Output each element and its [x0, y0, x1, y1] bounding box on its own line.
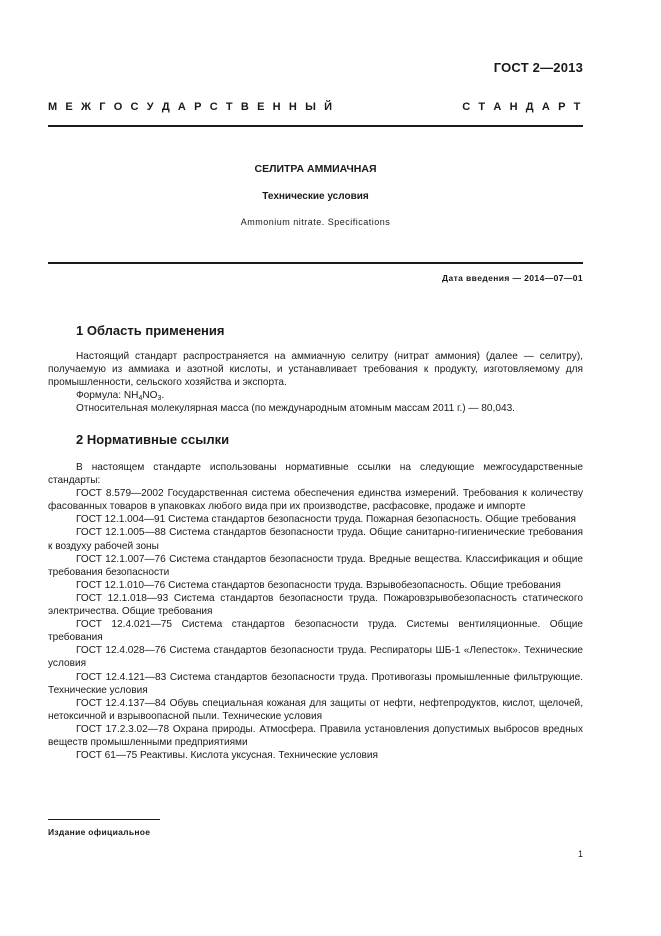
footer-rule: [48, 819, 160, 820]
document-title-english: Ammonium nitrate. Specifications: [240, 217, 391, 227]
standard-type-word-2: С Т А Н Д А Р Т: [462, 101, 583, 113]
reference-item: ГОСТ 12.1.010—76 Система стандартов безопасности труда. Взрывобезопасность. Общие требования: [76, 579, 561, 591]
section-2-heading: 2 Нормативные ссылки: [76, 432, 230, 447]
section-2-body: [48, 461, 583, 762]
introduction-date: Дата введения — 2014—07—01: [442, 273, 583, 283]
formula-prefix: Формула: NH: [76, 390, 139, 402]
reference-item: ГОСТ 61—75 Реактивы. Кислота уксусная. Технические условия: [76, 750, 379, 762]
reference-item: ГОСТ 12.4.028—76 Система стандартов безопасности труда. Респираторы ШБ-1 «Лепесток». Технические условия: [48, 645, 583, 670]
header-rule: [48, 125, 583, 127]
reference-item: ГОСТ 8.579—2002 Государственная система обеспечения единства измерений. Требования к количеству фасованных товаров в упаковках любого вида при их производстве, расфасовке, продаже и импорте: [48, 488, 583, 513]
reference-item: ГОСТ 12.4.121—83 Система стандартов безопасности труда. Противогазы промышленные фильтрующие. Технические условия: [48, 671, 583, 696]
reference-item: ГОСТ 12.4.021—75 Система стандартов безопасности труда. Системы вентиляционные. Общие требования: [48, 619, 583, 644]
section-1-paragraph: Настоящий стандарт распространяется на аммиачную селитру (нитрат аммония) (далее — селитру), получаемую из аммиака и азотной кислоты, и устанавливает требования к продукту, изготовляемому для промышленности, сельского хозяйства и экспорта.: [48, 351, 583, 389]
standard-type-banner: [48, 101, 583, 113]
document-code: ГОСТ 2—2013: [493, 60, 583, 75]
formula-suffix: .: [161, 390, 165, 402]
section-1-body: [48, 350, 583, 415]
molecular-mass-paragraph: Относительная молекулярная масса (по международным атомным массам 2011 г.) — 80,043.: [76, 403, 515, 415]
standard-type-word-1: М Е Ж Г О С У Д А Р С Т В Е Н Н Ы Й: [48, 101, 335, 113]
reference-item: ГОСТ 12.4.137—84 Обувь специальная кожаная для защиты от нефти, нефтепродуктов, кислот, щелочей, нетоксичной и взрывоопасной пыли. Технические условия: [48, 697, 583, 722]
section-2-intro: В настоящем стандарте использованы нормативные ссылки на следующие межгосударственные стандарты:: [48, 462, 583, 487]
formula-subscript-1: 4: [138, 395, 143, 403]
formula-mid: NO: [142, 390, 158, 402]
formula-subscript-2: 3: [157, 395, 162, 403]
page-number: 1: [577, 849, 583, 859]
reference-item: ГОСТ 12.1.004—91 Система стандартов безопасности труда. Пожарная безопасность. Общие требования: [76, 514, 576, 526]
reference-item: ГОСТ 12.1.005—88 Система стандартов безопасности труда. Общие санитарно-гигиенические требования к воздуху рабочей зоны: [48, 527, 583, 552]
section-1-heading: 1 Область применения: [76, 323, 225, 338]
formula-line: [48, 389, 583, 402]
document-title: СЕЛИТРА АММИАЧНАЯ: [254, 163, 377, 175]
document-subtitle: Технические условия: [262, 191, 369, 202]
reference-item: ГОСТ 12.1.018—93 Система стандартов безопасности труда. Пожаровзрывобезопасность статического электричества. Общие требования: [48, 592, 583, 618]
reference-item: ГОСТ 12.1.007—76 Система стандартов безопасности труда. Вредные вещества. Классификация и общие требования безопасности: [48, 553, 583, 578]
title-rule: [48, 262, 583, 264]
official-edition-note: Издание официальное: [48, 827, 151, 837]
reference-item: ГОСТ 17.2.3.02—78 Охрана природы. Атмосфера. Правила установления допустимых выбросов вредных веществ промышленными предприятиями: [48, 723, 583, 748]
